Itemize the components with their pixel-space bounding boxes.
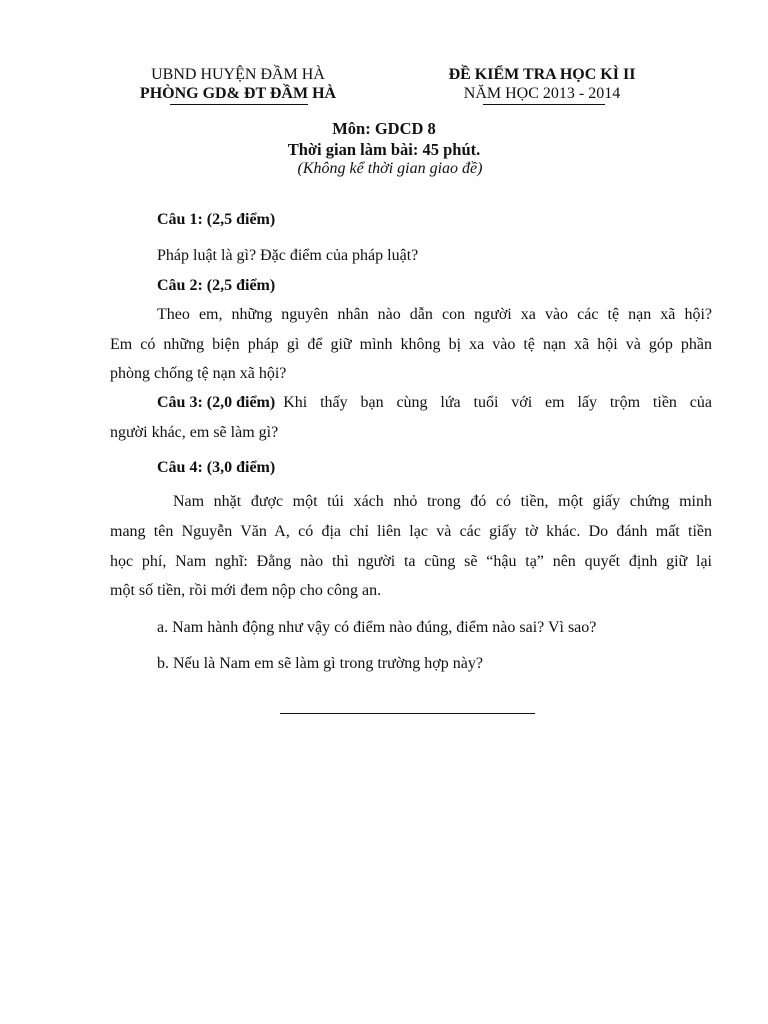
exam-title: ĐỀ KIỂM TRA HỌC KÌ II <box>448 66 636 83</box>
subject-line: Môn: GDCD 8 <box>332 119 436 138</box>
question-4-line-1: Nam nhặt được một túi xách nhỏ trong đó có tiền, một giấy chứng minh <box>173 493 712 510</box>
school-year: NĂM HỌC 2013 - 2014 <box>463 85 621 102</box>
question-3-line-2: người khác, em sẽ làm gì? <box>110 424 279 441</box>
question-4-line-2: mang tên Nguyễn Văn A, có địa chỉ liên lạc và các giấy tờ khác. Do đánh mất tiền <box>110 523 712 540</box>
question-3-first-line <box>157 393 712 413</box>
question-4-line-4: một số tiền, rồi mới đem nộp cho công an. <box>110 582 382 599</box>
question-4-part-b: b. Nếu là Nam em sẽ làm gì trong trường hợp này? <box>157 655 483 672</box>
district-name: UBND HUYỆN ĐẦM HÀ <box>151 66 325 83</box>
question-3-label: Câu 3: (2,0 điểm) <box>157 394 276 411</box>
question-2-label: Câu 2: (2,5 điểm) <box>157 277 276 294</box>
question-1-label: Câu 1: (2,5 điểm) <box>157 211 276 228</box>
question-3-line-1: Khi thấy bạn cùng lứa tuổi với em lấy trộm tiền của <box>283 394 712 411</box>
end-divider <box>280 713 535 714</box>
issuer-underline <box>170 104 308 105</box>
question-2-line-2: Em có những biện pháp gì để giữ mình không bị xa vào tệ nạn xã hội và góp phần <box>110 336 712 353</box>
question-4-line-3: học phí, Nam nghĩ: Đằng nào thì người ta cũng sẽ “hậu tạ” nên quyết định giữ lại <box>110 553 712 570</box>
time-note: (Không kể thời gian giao đề) <box>297 160 483 177</box>
time-limit: Thời gian làm bài: 45 phút. <box>287 140 481 159</box>
exam-title-block <box>432 65 652 103</box>
title-underline <box>483 104 605 105</box>
issuer-block <box>128 65 348 103</box>
question-4-part-a: a. Nam hành động như vậy có điểm nào đúng, điểm nào sai? Vì sao? <box>157 619 597 636</box>
question-1-text: Pháp luật là gì? Đặc điểm của pháp luật? <box>157 247 419 264</box>
question-2-line-3: phòng chống tệ nạn xã hội? <box>110 365 287 382</box>
department-name: PHÒNG GD& ĐT ĐẦM HÀ <box>139 85 337 102</box>
question-2-line-1: Theo em, những nguyên nhân nào dẫn con người xa vào các tệ nạn xã hội? <box>157 306 712 323</box>
question-4-label: Câu 4: (3,0 điểm) <box>157 459 276 476</box>
